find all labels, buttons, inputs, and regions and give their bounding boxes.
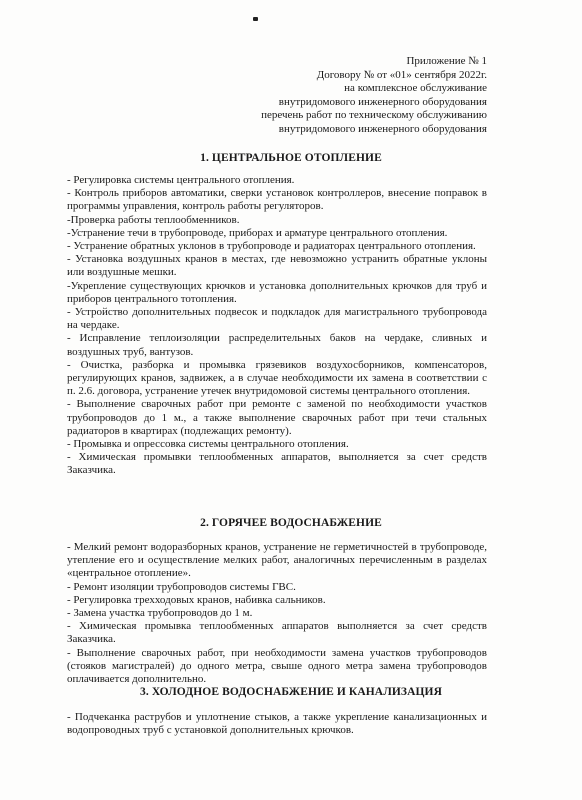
section-title-hot-water: 2. ГОРЯЧЕЕ ВОДОСНАБЖЕНИЕ (200, 517, 382, 529)
list-item: - Исправление теплоизоляции распределительных баков на чердаке, сливных и воздушных труб, вантузов. (67, 332, 487, 358)
header-line: перечень работ по техническому обслуживанию (261, 109, 487, 121)
section-body-heating (67, 174, 487, 478)
section-body-cold-water-sewerage (67, 711, 487, 737)
header-line: на комплексное обслуживание (344, 82, 487, 94)
list-item: - Выполнение сварочных работ, при необходимости замена участков трубопроводов (стояков магистралей) до одного метра, свыше одного метра замена трубопроводов оплачивается дополнительно. (67, 646, 487, 686)
list-item: - Регулировка трехходовых кранов, набивка сальников. (67, 593, 326, 606)
section-title-heating: 1. ЦЕНТРАЛЬНОЕ ОТОПЛЕНИЕ (200, 152, 382, 164)
header-line: внутридомового инженерного оборудования (278, 122, 487, 135)
list-item: - Устройство дополнительных подвесок и подкладок для магистрального трубопровода на чердаке. (67, 306, 487, 332)
list-item: - Химическая промывка теплообменных аппаратов выполняется за счет средств Заказчика. (67, 620, 487, 646)
list-item: - Выполнение сварочных работ при ремонте с заменой по необходимости участков трубопроводов до 1 м., а также выполнение сварочных работ при течи стальных радиаторов в квартирах (подлежащих ремонту). (67, 398, 487, 437)
list-item: - Установка воздушных кранов в местах, где невозможно устранить обратные уклоны или воздушные мешки. (67, 253, 487, 279)
header-line: Приложение № 1 (406, 55, 487, 67)
scan-mark (253, 17, 258, 21)
header-line: Договору № от «01» сентября 2022г. (316, 68, 487, 81)
list-item: - Мелкий ремонт водоразборных кранов, устранение не герметичностей в трубопроводе, утепление его и осуществление мелких работ, аналогичных перечисленным в разделах «центральное отопление». (67, 541, 487, 580)
section-title-cold-water-sewerage: 3. ХОЛОДНОЕ ВОДОСНАБЖЕНИЕ И КАНАЛИЗАЦИЯ (140, 686, 442, 698)
list-item: - Химическая промывки теплообменных аппаратов, выполняется за счет средств Заказчика. (67, 451, 487, 477)
list-item: -Устранение течи в трубопроводе, приборах и арматуре центрального отопления. (67, 226, 448, 239)
list-item: - Очистка, разборка и промывка грязевиков воздухосборников, компенсаторов, регулирующих кранов, задвижек, а в случае необходимости их замена в соответствии с п. 2.6. договора, устранение утечек внутридомовой системы центрального отопления. (67, 358, 487, 398)
list-item: -Проверка работы теплообменников. (67, 213, 240, 226)
list-item: - Регулировка системы центрального отопления. (67, 174, 295, 186)
list-item: - Ремонт изоляции трубопроводов системы ГВС. (67, 580, 296, 593)
list-item: - Контроль приборов автоматики, сверки установок контроллеров, внесение поправок в программы управления, контроль работы регуляторов. (67, 187, 487, 213)
list-item: - Промывка и опрессовка системы центрального отопления. (67, 438, 349, 451)
list-item: -Укрепление существующих крючков и установка дополнительных крючков для труб и приборов центрального тотопления. (67, 279, 487, 305)
section-body-hot-water (67, 541, 487, 686)
header-line: внутридомового инженерного оборудования (278, 95, 487, 108)
list-item: - Подчеканка раструбов и уплотнение стыков, а также укрепление канализационных и водопроводных труб с установкой дополнительных крючков. (67, 711, 487, 737)
list-item: - Устранение обратных уклонов в трубопроводе и радиаторах центрального отопления. (67, 240, 476, 253)
appendix-header (261, 55, 487, 136)
list-item: - Замена участка трубопроводов до 1 м. (67, 607, 253, 620)
